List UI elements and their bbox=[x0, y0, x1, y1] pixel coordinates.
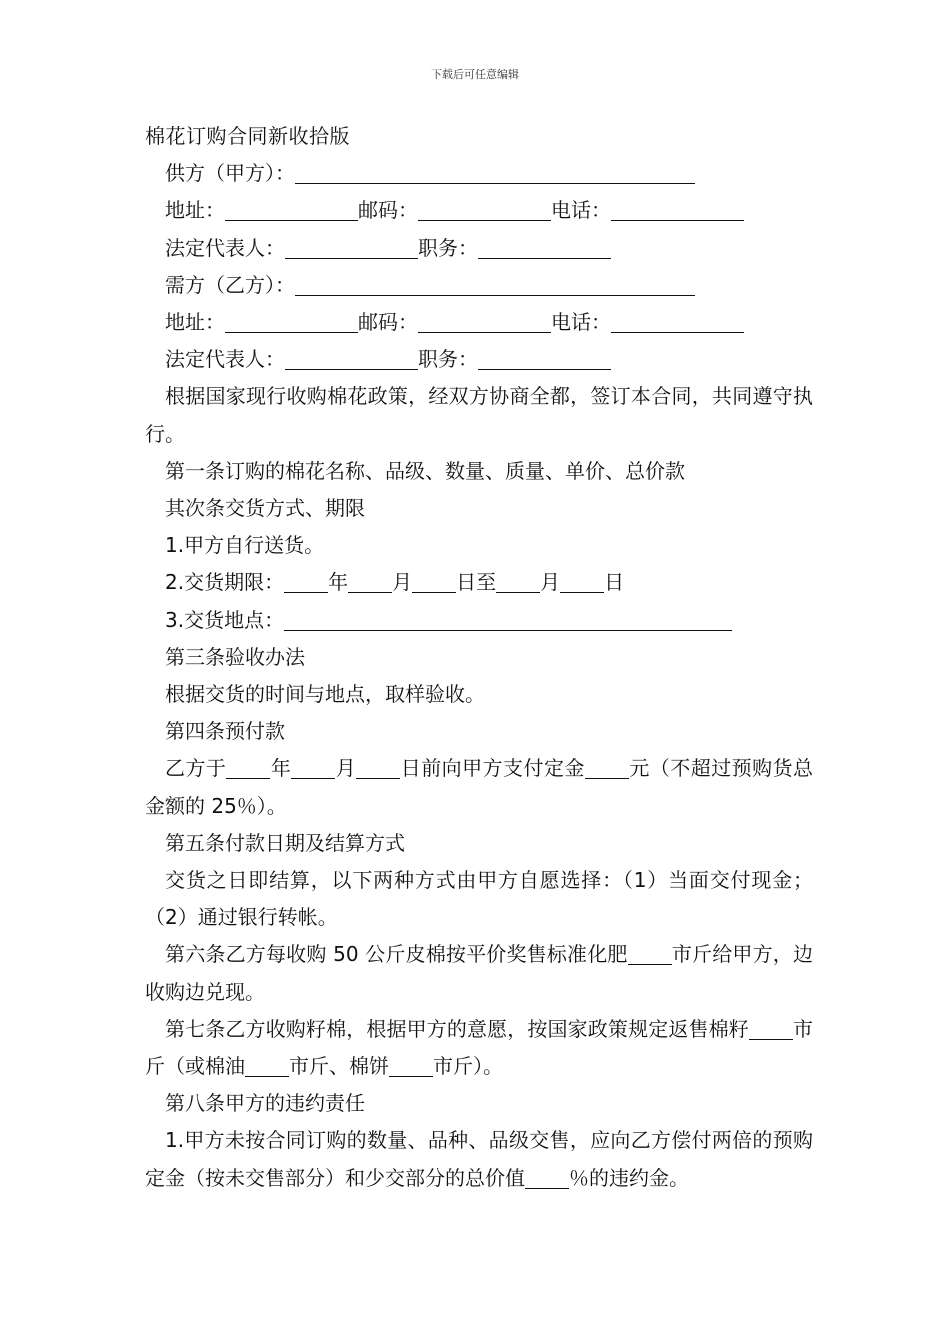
delivery-end-month-blank[interactable] bbox=[496, 568, 540, 593]
document-title: 棉花订购合同新收拾版 bbox=[145, 124, 350, 148]
article7-text-part3: 市斤、棉饼 bbox=[289, 1054, 389, 1079]
article4-text-part2: 年 bbox=[270, 756, 292, 781]
buyer-rep-label: 法定代表人： bbox=[165, 347, 285, 372]
article2-heading: 其次条交货方式、期限 bbox=[165, 496, 365, 521]
buyer-postcode-label: 邮码： bbox=[358, 310, 418, 335]
delivery-month-blank[interactable] bbox=[348, 568, 392, 593]
article7-text-part4: 市斤）。 bbox=[433, 1054, 503, 1079]
article5-text: 交货之日即结算，以下两种方式由甲方自愿选择：（1）当面交付现金；（2）通过银行转帐。 bbox=[145, 868, 813, 930]
buyer-contact-line bbox=[145, 304, 813, 341]
supplier-position-label: 职务： bbox=[418, 235, 478, 260]
day-unit: 日 bbox=[604, 570, 625, 595]
buyer-label: 需方（乙方）： bbox=[165, 272, 295, 297]
article7-text-part1: 第七条乙方收购籽棉，根据甲方的意愿，按国家政策规定返售棉籽 bbox=[165, 1016, 749, 1041]
supplier-rep-blank[interactable] bbox=[285, 234, 418, 259]
article4-text-part4: 日前向甲方支付定金 bbox=[400, 756, 585, 781]
supplier-postcode-label: 邮码： bbox=[358, 198, 418, 223]
fertilizer-amount-blank[interactable] bbox=[628, 940, 672, 965]
buyer-address-label: 地址： bbox=[165, 310, 225, 335]
article4-text-part5: 元（不超过预购货总金额的 25％）。 bbox=[145, 756, 814, 818]
month-unit: 月 bbox=[392, 570, 413, 595]
article7-text-part2: 市斤（或棉油 bbox=[145, 1016, 814, 1079]
article2-item2 bbox=[145, 564, 813, 601]
article2-item3 bbox=[145, 602, 813, 639]
article8-text-part2: ％的违约金。 bbox=[569, 1165, 689, 1190]
buyer-postcode-blank[interactable] bbox=[418, 308, 551, 333]
delivery-end-day-blank[interactable] bbox=[560, 568, 604, 593]
buyer-position-label: 职务： bbox=[418, 347, 478, 372]
delivery-place-blank[interactable] bbox=[284, 606, 732, 631]
buyer-address-blank[interactable] bbox=[225, 308, 358, 333]
month2-unit: 月 bbox=[540, 570, 561, 595]
article4-heading: 第四条预付款 bbox=[165, 719, 285, 744]
article6-text bbox=[145, 936, 813, 1010]
buyer-line bbox=[145, 267, 813, 304]
article8-text-part1: 1.甲方未按合同订购的数量、品种、品级交售，应向乙方偿付两倍的预购定金（按未交售部分）和少交部分的总价值 bbox=[145, 1128, 813, 1190]
buyer-phone-blank[interactable] bbox=[611, 308, 744, 333]
day-to-unit: 日至 bbox=[456, 570, 497, 595]
delivery-day-blank[interactable] bbox=[412, 568, 456, 593]
article6-text-part1: 第六条乙方每收购 50 公斤皮棉按平价奖售标准化肥 bbox=[165, 942, 628, 967]
supplier-contact-line bbox=[145, 192, 813, 229]
supplier-name-blank[interactable] bbox=[295, 159, 695, 184]
article8-item1 bbox=[145, 1122, 813, 1196]
deposit-month-blank[interactable] bbox=[291, 754, 335, 779]
deposit-year-blank[interactable] bbox=[226, 754, 270, 779]
article4-text-part3: 月 bbox=[335, 756, 357, 781]
supplier-label: 供方（甲方）： bbox=[165, 161, 295, 186]
buyer-phone-label: 电话： bbox=[551, 310, 611, 335]
year-unit: 年 bbox=[328, 570, 349, 595]
page-header-note: 下载后可任意编辑 bbox=[431, 68, 519, 81]
article4-text bbox=[145, 750, 813, 824]
delivery-year-blank[interactable] bbox=[284, 568, 328, 593]
buyer-rep-blank[interactable] bbox=[285, 345, 418, 370]
cottonseed-amount-blank[interactable] bbox=[749, 1015, 793, 1040]
article5-heading: 第五条付款日期及结算方式 bbox=[165, 830, 405, 855]
article6-text-part2: 市斤给甲方，边收购边兑现。 bbox=[145, 942, 814, 1004]
cotton-oil-amount-blank[interactable] bbox=[245, 1052, 289, 1077]
article8-heading: 第八条甲方的违约责任 bbox=[165, 1091, 365, 1116]
supplier-postcode-blank[interactable] bbox=[418, 196, 551, 221]
delivery-period-label: 2.交货期限： bbox=[165, 570, 285, 595]
deposit-amount-blank[interactable] bbox=[585, 754, 629, 779]
supplier-rep-line bbox=[145, 230, 813, 267]
penalty-percent-blank[interactable] bbox=[525, 1164, 569, 1189]
supplier-position-blank[interactable] bbox=[478, 234, 611, 259]
preamble-paragraph: 根据国家现行收购棉花政策，经双方协商全都，签订本合同，共同遵守执行。 bbox=[145, 384, 813, 446]
buyer-rep-line bbox=[145, 341, 813, 378]
contract-document bbox=[145, 118, 813, 1197]
deposit-day-blank[interactable] bbox=[356, 754, 400, 779]
article2-item1: 1.甲方自行送货。 bbox=[165, 533, 325, 558]
article7-text bbox=[145, 1011, 813, 1085]
buyer-position-blank[interactable] bbox=[478, 345, 611, 370]
article3-heading: 第三条验收办法 bbox=[165, 644, 305, 669]
article3-text: 根据交货的时间与地点，取样验收。 bbox=[165, 682, 485, 707]
supplier-address-blank[interactable] bbox=[225, 196, 358, 221]
supplier-rep-label: 法定代表人： bbox=[165, 235, 285, 260]
cotton-cake-amount-blank[interactable] bbox=[389, 1052, 433, 1077]
supplier-line bbox=[145, 155, 813, 192]
delivery-place-label: 3.交货地点： bbox=[165, 607, 285, 632]
article4-text-part1: 乙方于 bbox=[165, 756, 227, 781]
buyer-name-blank[interactable] bbox=[295, 271, 695, 296]
supplier-phone-label: 电话： bbox=[551, 198, 611, 223]
article1-heading: 第一条订购的棉花名称、品级、数量、质量、单价、总价款 bbox=[165, 458, 685, 483]
supplier-address-label: 地址： bbox=[165, 198, 225, 223]
supplier-phone-blank[interactable] bbox=[611, 196, 744, 221]
